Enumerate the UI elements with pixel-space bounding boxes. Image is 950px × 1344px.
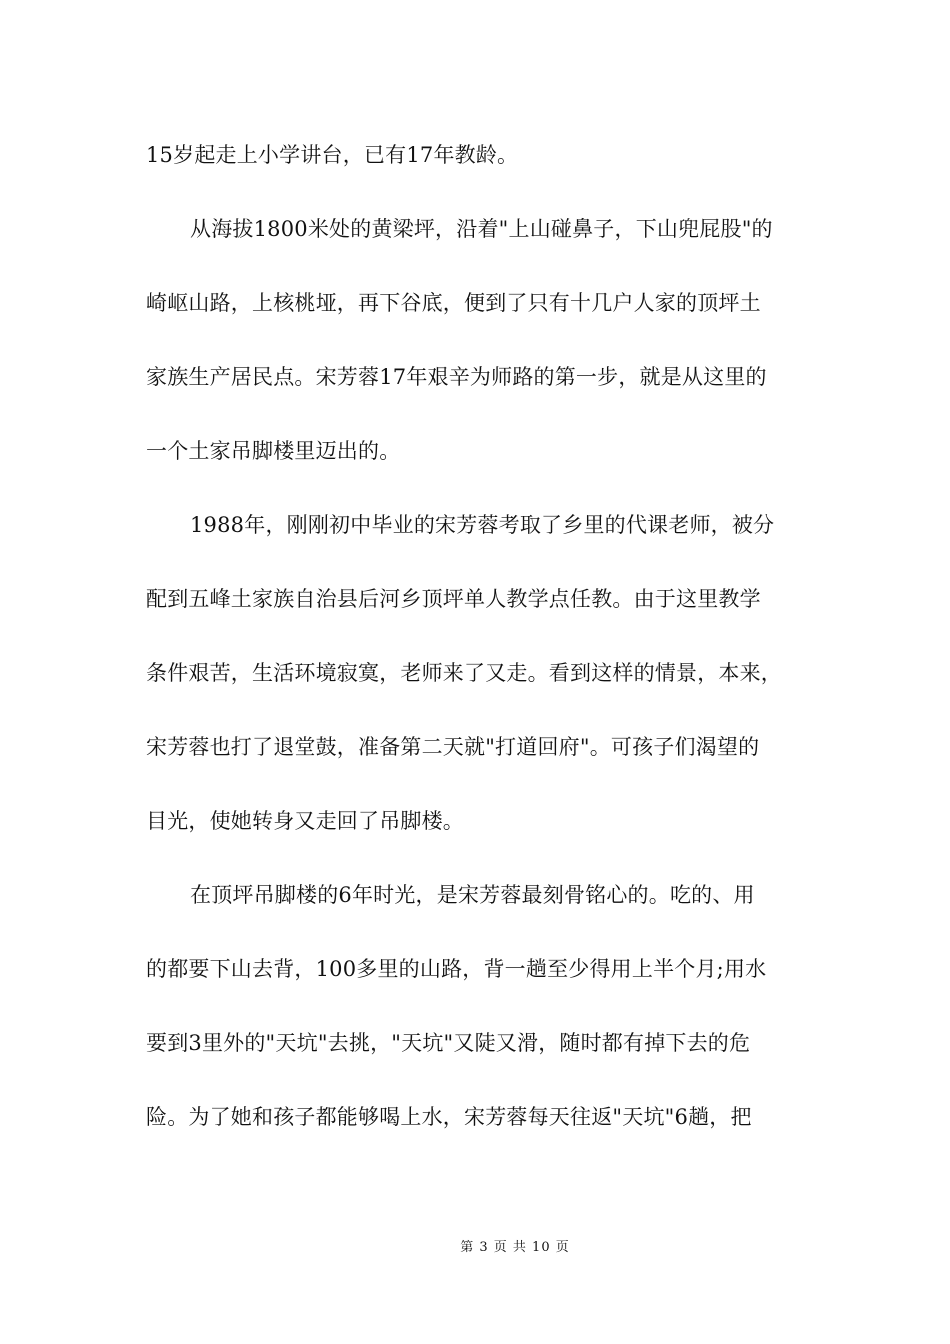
text-line: 的都要下山去背，100多里的山路，背一趟至少得用上半个月;用水 — [146, 957, 767, 981]
page-footer — [0, 1236, 950, 1255]
text-line: 配到五峰土家族自治县后河乡顶坪单人教学点任教。由于这里教学 — [146, 587, 761, 611]
text-line: 从海拔1800米处的黄梁坪，沿着"上山碰鼻子，下山兜屁股"的 — [190, 217, 773, 241]
text-line: 15岁起走上小学讲台，已有17年教龄。 — [146, 143, 519, 167]
text-line: 宋芳蓉也打了退堂鼓，准备第二天就"打道回府"。可孩子们渴望的 — [146, 735, 760, 759]
text-line: 1988年，刚刚初中毕业的宋芳蓉考取了乡里的代课老师，被分 — [190, 513, 775, 537]
text-line: 目光，使她转身又走回了吊脚楼。 — [146, 809, 464, 833]
page-number: 第 3 页 共 10 页 — [460, 1240, 570, 1255]
text-line: 在顶坪吊脚楼的6年时光，是宋芳蓉最刻骨铭心的。吃的、用 — [190, 883, 755, 907]
text-line: 崎岖山路，上核桃垭，再下谷底，便到了只有十几户人家的顶坪土 — [146, 291, 761, 315]
text-line: 条件艰苦，生活环境寂寞，老师来了又走。看到这样的情景，本来， — [146, 661, 782, 685]
text-line: 要到3里外的"天坑"去挑，"天坑"又陡又滑，随时都有掉下去的危 — [146, 1031, 751, 1055]
text-line: 家族生产居民点。宋芳蓉17年艰辛为师路的第一步，就是从这里的 — [146, 365, 767, 389]
text-line: 险。为了她和孩子都能够喝上水，宋芳蓉每天往返"天坑"6趟，把 — [146, 1105, 752, 1129]
text-line: 一个土家吊脚楼里迈出的。 — [146, 439, 401, 463]
